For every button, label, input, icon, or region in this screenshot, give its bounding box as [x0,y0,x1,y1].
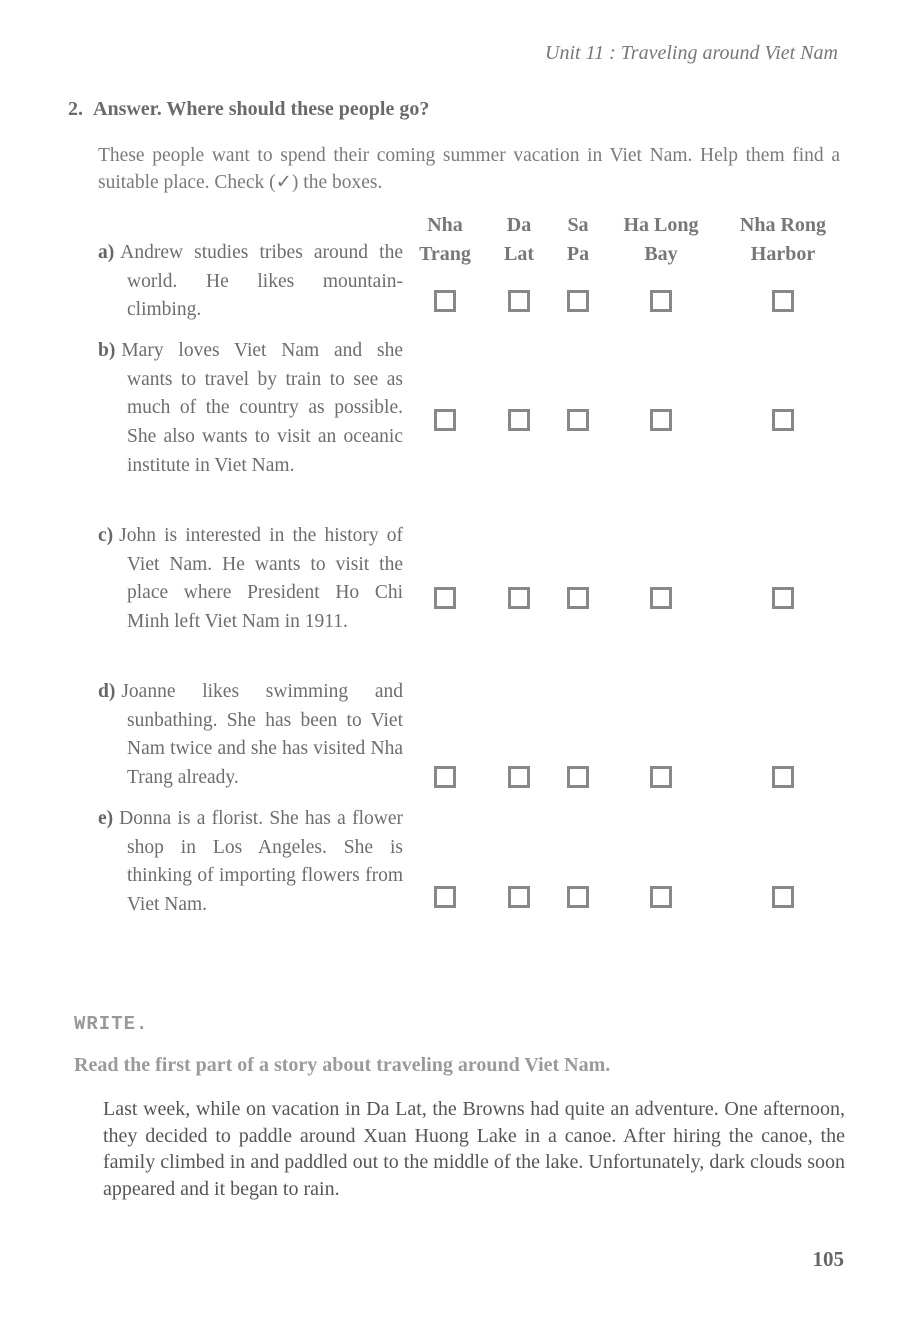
item-text: Donna is a florist. She has a flower shop in Los Angeles. She is thinking of importing flowers from Viet Nam. [119,808,403,916]
checkbox-d-sa-pa[interactable] [567,766,589,788]
checkbox-c-nha-rong-harbor[interactable] [772,587,794,609]
checkbox-e-da-lat[interactable] [508,886,530,908]
item-text: Andrew studies tribes around the world. He likes mountain-climbing. [120,242,403,321]
checkbox-e-sa-pa[interactable] [567,886,589,908]
question-item-d [98,678,403,793]
item-text: Mary loves Viet Nam and she wants to travel by train to see as much of the country as possible. She also wants to visit an oceanic institute in Viet Nam. [121,340,403,476]
item-label: d) [98,681,116,702]
question-item-b [98,337,403,481]
column-header-line: Pa [566,243,590,265]
item-text: Joanne likes swimming and sunbathing. She has been to Viet Nam twice and she has visited Nha Trang already. [121,681,403,789]
checkbox-c-da-lat[interactable] [508,587,530,609]
exercise-heading: Answer. Where should these people go? [93,98,430,120]
checkbox-d-ha-long-bay[interactable] [650,766,672,788]
checkbox-b-da-lat[interactable] [508,409,530,431]
exercise-title [68,98,429,121]
checkbox-c-ha-long-bay[interactable] [650,587,672,609]
checkbox-a-nha-rong-harbor[interactable] [772,290,794,312]
unit-header: Unit 11 : Traveling around Viet Nam [545,42,838,64]
checkbox-d-nha-rong-harbor[interactable] [772,766,794,788]
column-header-nha-trang [409,211,481,269]
question-item-c [98,522,403,637]
checkbox-b-sa-pa[interactable] [567,409,589,431]
column-header-line: Bay [644,243,678,265]
question-item-e [98,805,403,920]
column-header-da-lat [491,211,547,269]
column-header-sa-pa [552,211,604,269]
checkbox-e-nha-rong-harbor[interactable] [772,886,794,908]
write-section-label: WRITE. [74,1013,149,1035]
page-number: 105 [812,1247,844,1271]
exercise-number: 2. [68,98,83,120]
checkbox-a-sa-pa[interactable] [567,290,589,312]
checkbox-d-da-lat[interactable] [508,766,530,788]
checkbox-e-ha-long-bay[interactable] [650,886,672,908]
item-label: b) [98,340,116,361]
checkbox-b-nha-trang[interactable] [434,409,456,431]
column-header-nha-rong-harbor [724,211,842,269]
item-label: c) [98,525,114,546]
column-header-line: Ha Long [623,214,699,236]
column-header-line: Da [506,214,532,236]
exercise-instructions: These people want to spend their coming summer vacation in Viet Nam. Help them find a suitable place. Check (✓) the boxes. [98,145,840,193]
checkbox-c-sa-pa[interactable] [567,587,589,609]
story-paragraph: Last week, while on vacation in Da Lat, the Browns had quite an adventure. One afternoon, they decided to paddle around Xuan Huong Lake in a canoe. After hiring the canoe, the family climbed in and paddled out to the middle of the lake. Unfortunately, dark clouds soon appeared and it began to rain. [103,1098,845,1200]
checkbox-b-ha-long-bay[interactable] [650,409,672,431]
checkbox-a-da-lat[interactable] [508,290,530,312]
item-text: John is interested in the history of Viet Nam. He wants to visit the place where President Ho Chi Minh left Viet Nam in 1911. [119,525,403,633]
column-header-line: Nha [427,214,463,236]
question-item-a [98,239,403,325]
column-header-line: Sa [567,214,589,236]
item-label: a) [98,242,115,263]
column-header-ha-long-bay [608,211,714,269]
checkbox-a-nha-trang[interactable] [434,290,456,312]
checkbox-b-nha-rong-harbor[interactable] [772,409,794,431]
checkbox-a-ha-long-bay[interactable] [650,290,672,312]
column-header-line: Lat [504,243,534,265]
column-header-line: Harbor [750,243,816,265]
checkbox-e-nha-trang[interactable] [434,886,456,908]
write-instruction: Read the first part of a story about traveling around Viet Nam. [74,1054,611,1076]
column-header-line: Nha Rong [739,214,827,236]
checkbox-c-nha-trang[interactable] [434,587,456,609]
column-header-line: Trang [419,243,471,265]
item-label: e) [98,808,114,829]
checkbox-d-nha-trang[interactable] [434,766,456,788]
